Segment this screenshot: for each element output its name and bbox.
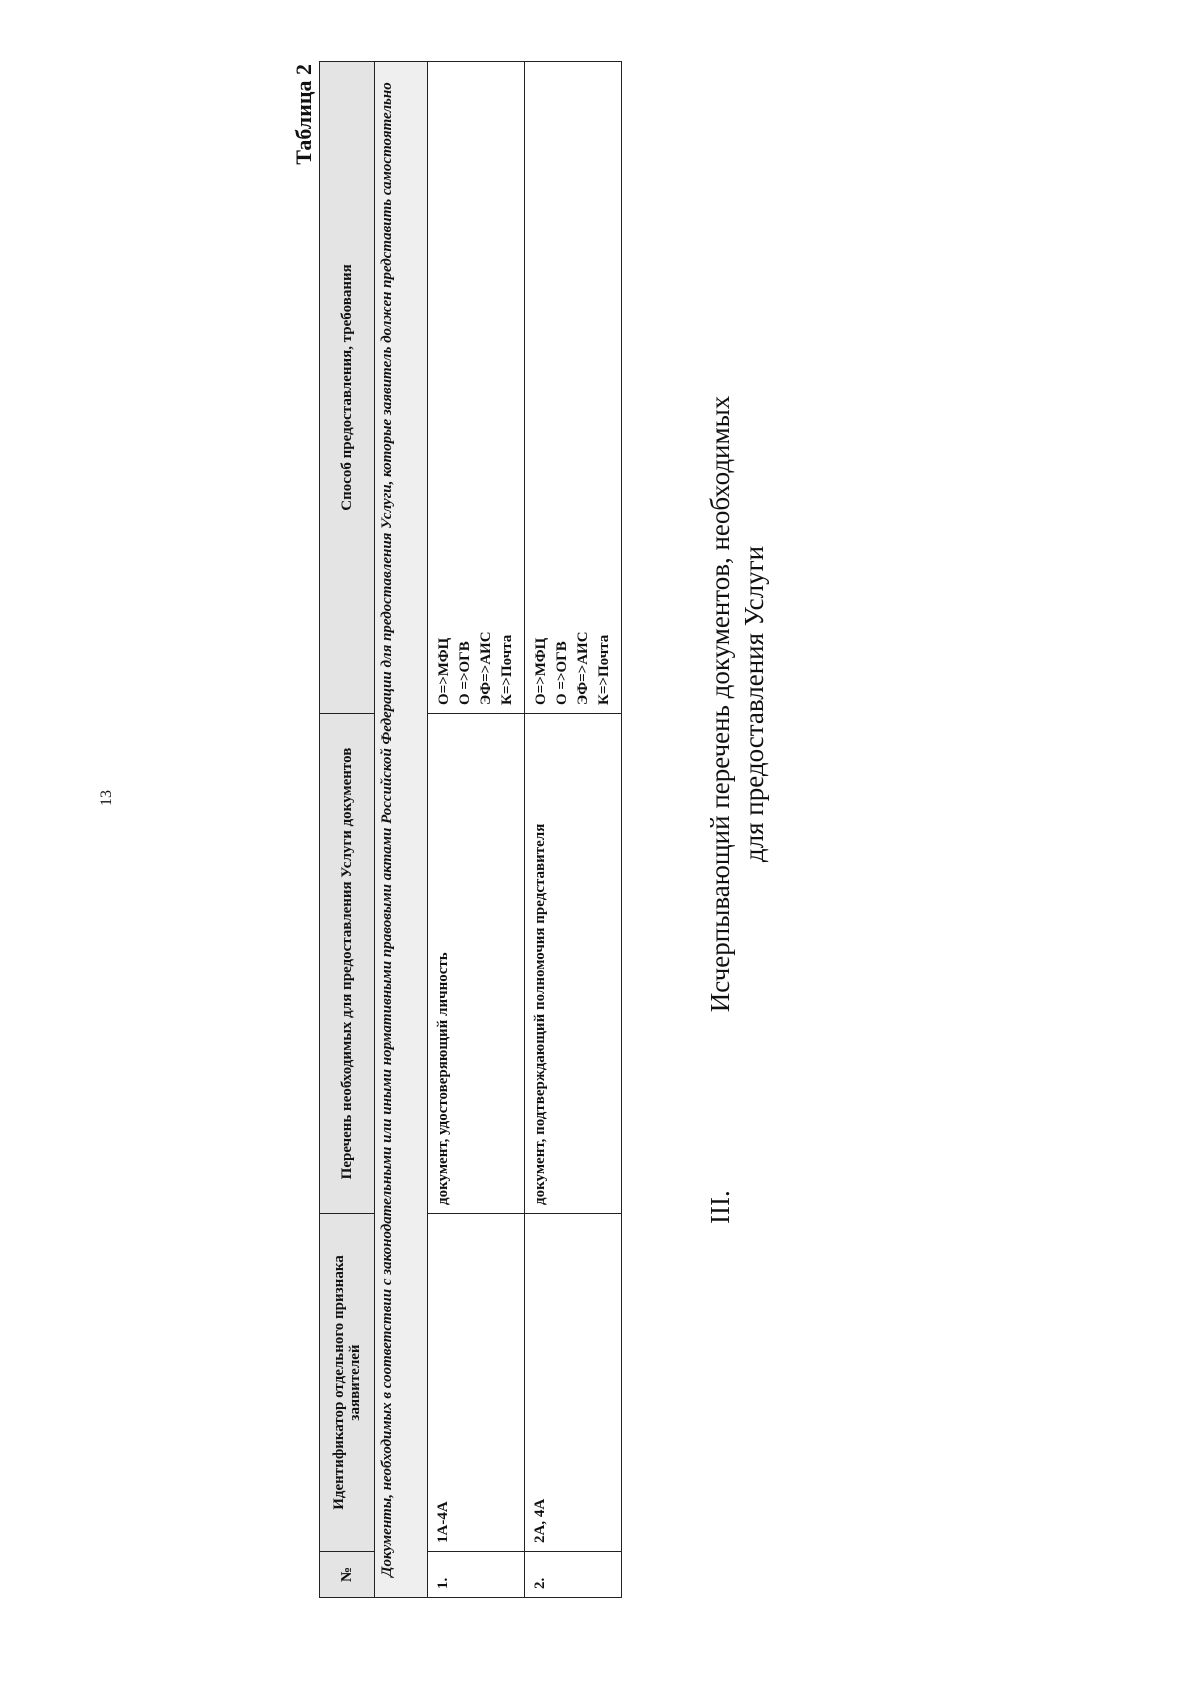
- row-num: 1.: [428, 1552, 525, 1598]
- table-row: [428, 62, 525, 1598]
- method-item: О=>МФЦ: [436, 637, 452, 705]
- method-item: К=>Почта: [499, 634, 515, 705]
- col-header-num: №: [320, 1552, 375, 1598]
- col-header-identifier: Идентификатор отдельного признака заявителей: [320, 1214, 375, 1552]
- section-row: [375, 62, 428, 1598]
- title-line-1: Исчерпывающий перечень документов, необходимых: [705, 395, 735, 1013]
- section-row-text: Документы, необходимых в соответствии с законодательными или иными нормативными правовыми актами Российской Федерации для предоставления Услуги, которые заявитель должен представить самостоятельно: [375, 62, 428, 1598]
- col-header-method: Способ предоставления, требования: [320, 62, 375, 714]
- method-item: ЭФ=>АИС: [478, 631, 494, 705]
- title-line-2: для предоставления Услуги: [739, 545, 769, 863]
- table-label: Таблица 2: [291, 64, 316, 165]
- method-item: О =>ОГВ: [457, 641, 473, 705]
- documents-table: [319, 61, 622, 1598]
- row-identifier: 1А-4А: [428, 1214, 525, 1552]
- page-number: 13: [98, 790, 115, 806]
- row-num: 2.: [525, 1552, 622, 1598]
- section-title: [703, 184, 771, 1224]
- row-document: документ, подтверждающий полномочия представителя: [525, 714, 622, 1214]
- method-item: О =>ОГВ: [554, 641, 570, 705]
- table-block: [289, 62, 622, 1598]
- row-document: документ, удостоверяющий личность: [428, 714, 525, 1214]
- section-number: III.: [705, 1190, 735, 1224]
- method-item: О=>МФЦ: [533, 637, 549, 705]
- method-item: ЭФ=>АИС: [575, 631, 591, 705]
- row-methods: [428, 62, 525, 714]
- table-header-row: [320, 62, 375, 1598]
- col-header-documents: Перечень необходимых для предоставления Услуги документов: [320, 714, 375, 1214]
- row-identifier: 2А, 4А: [525, 1214, 622, 1552]
- table-row: [525, 62, 622, 1598]
- row-methods: [525, 62, 622, 714]
- method-item: К=>Почта: [596, 634, 612, 705]
